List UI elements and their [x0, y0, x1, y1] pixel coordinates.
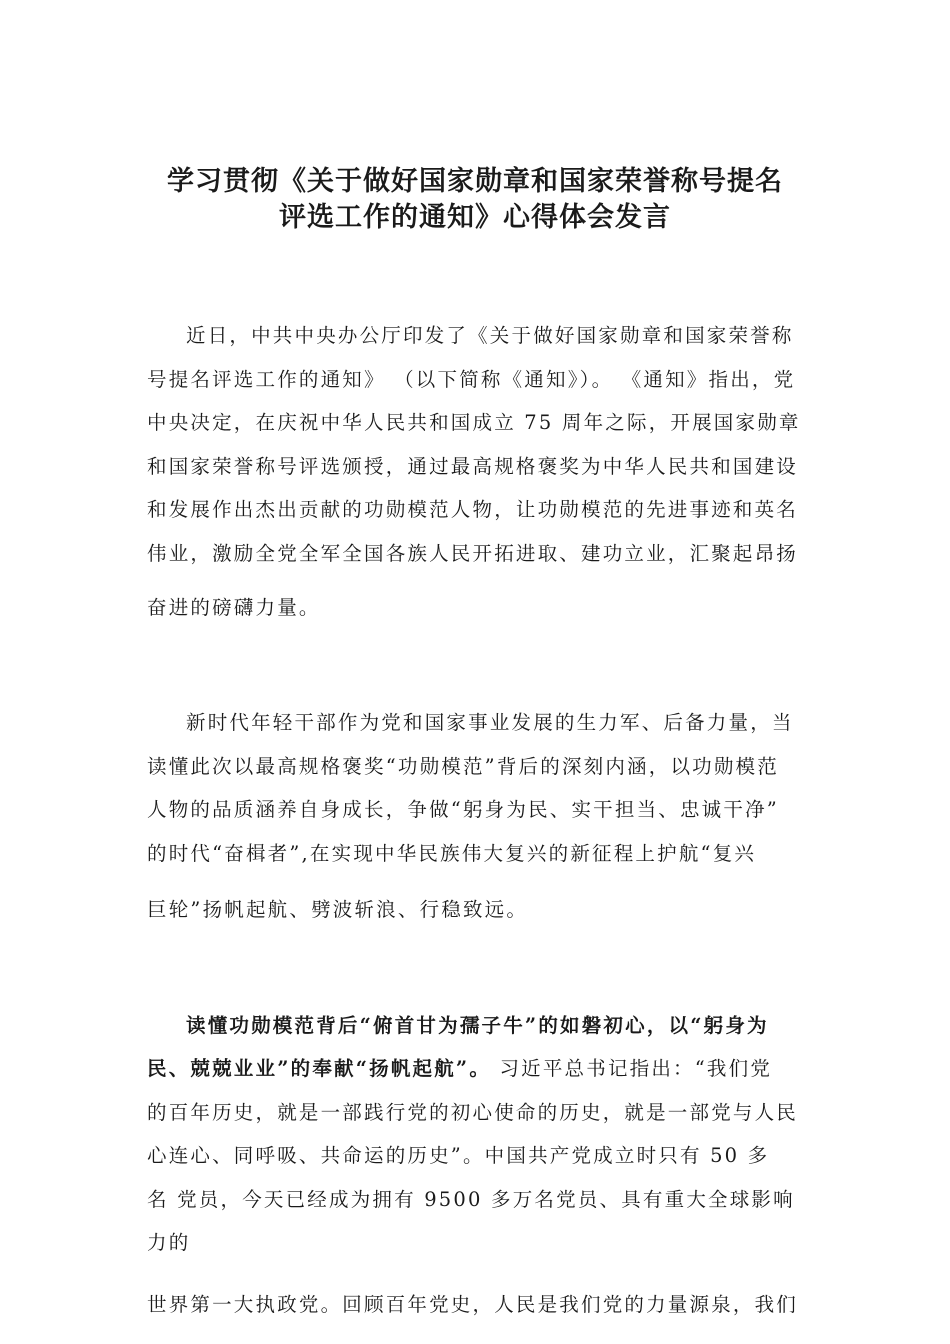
- paragraph-2-line: 新时代年轻干部作为党和国家事业发展的生力军、后备力量，当: [186, 711, 794, 734]
- paragraph-3-line: 名 党员，今天已经成为拥有 9500 多万名党员、具有重大全球影响: [147, 1188, 795, 1211]
- paragraph-2-line: 的时代“奋楫者”,在实现中华民族伟大复兴的新征程上护航“复兴: [147, 842, 757, 865]
- paragraph-3-line: 心连心、同呼吸、共命运的历史”。中国共产党成立时只有 50 多: [147, 1144, 770, 1167]
- paragraph-2-line: 读懂此次以最高规格褒奖“功勋模范”背后的深刻内涵，以功勋模范: [147, 755, 779, 778]
- paragraph-1-line: 奋进的磅礴力量。: [147, 596, 321, 619]
- document-title-line-2: 评选工作的通知》心得体会发言: [279, 202, 671, 233]
- document-title-line-1: 学习贯彻《关于做好国家勋章和国家荣誉称号提名: [167, 166, 783, 197]
- paragraph-3-bold-heading: 读懂功勋模范背后“俯首甘为孺子牛”的如磐初心，以“躬身为: [186, 1014, 769, 1037]
- paragraph-3-line: 的百年历史，就是一部践行党的初心使命的历史，就是一部党与人民: [147, 1101, 799, 1124]
- paragraph-1-line: 伟业，激励全党全军全国各族人民开拓进取、建功立业，汇聚起昂扬: [147, 542, 799, 565]
- paragraph-2-line: 巨轮”扬帆起航、劈波斩浪、行稳致远。: [147, 898, 529, 921]
- paragraph-1-line: 近日，中共中央办公厅印发了《关于做好国家勋章和国家荣誉称: [186, 324, 794, 347]
- paragraph-1-line: 中央决定，在庆祝中华人民共和国成立 75 周年之际，开展国家勋章: [147, 411, 801, 434]
- paragraph-1-line: 和国家荣誉称号评选颁授，通过最高规格褒奖为中华人民共和国建设: [147, 455, 799, 478]
- paragraph-3-bold-tail: 民、兢兢业业”的奉献“扬帆起航”。: [147, 1057, 492, 1080]
- paragraph-3-quote-start: 习近平总书记指出：“我们党: [491, 1057, 773, 1080]
- paragraph-3-line: 力的: [147, 1231, 191, 1254]
- paragraph-2-line: 人物的品质涵养自身成长，争做“躬身为民、实干担当、忠诚干净”: [147, 798, 779, 821]
- paragraph-3-line-mixed: [147, 1056, 817, 1082]
- paragraph-1-line: 号提名评选工作的通知》 （以下简称《通知》）。 《通知》指出，党: [147, 368, 796, 391]
- paragraph-1-line: 和发展作出杰出贡献的功勋模范人物，让功勋模范的先进事迹和英名: [147, 498, 799, 521]
- paragraph-3-line: 世界第一大执政党。回顾百年党史，人民是我们党的力量源泉，我们: [147, 1293, 799, 1316]
